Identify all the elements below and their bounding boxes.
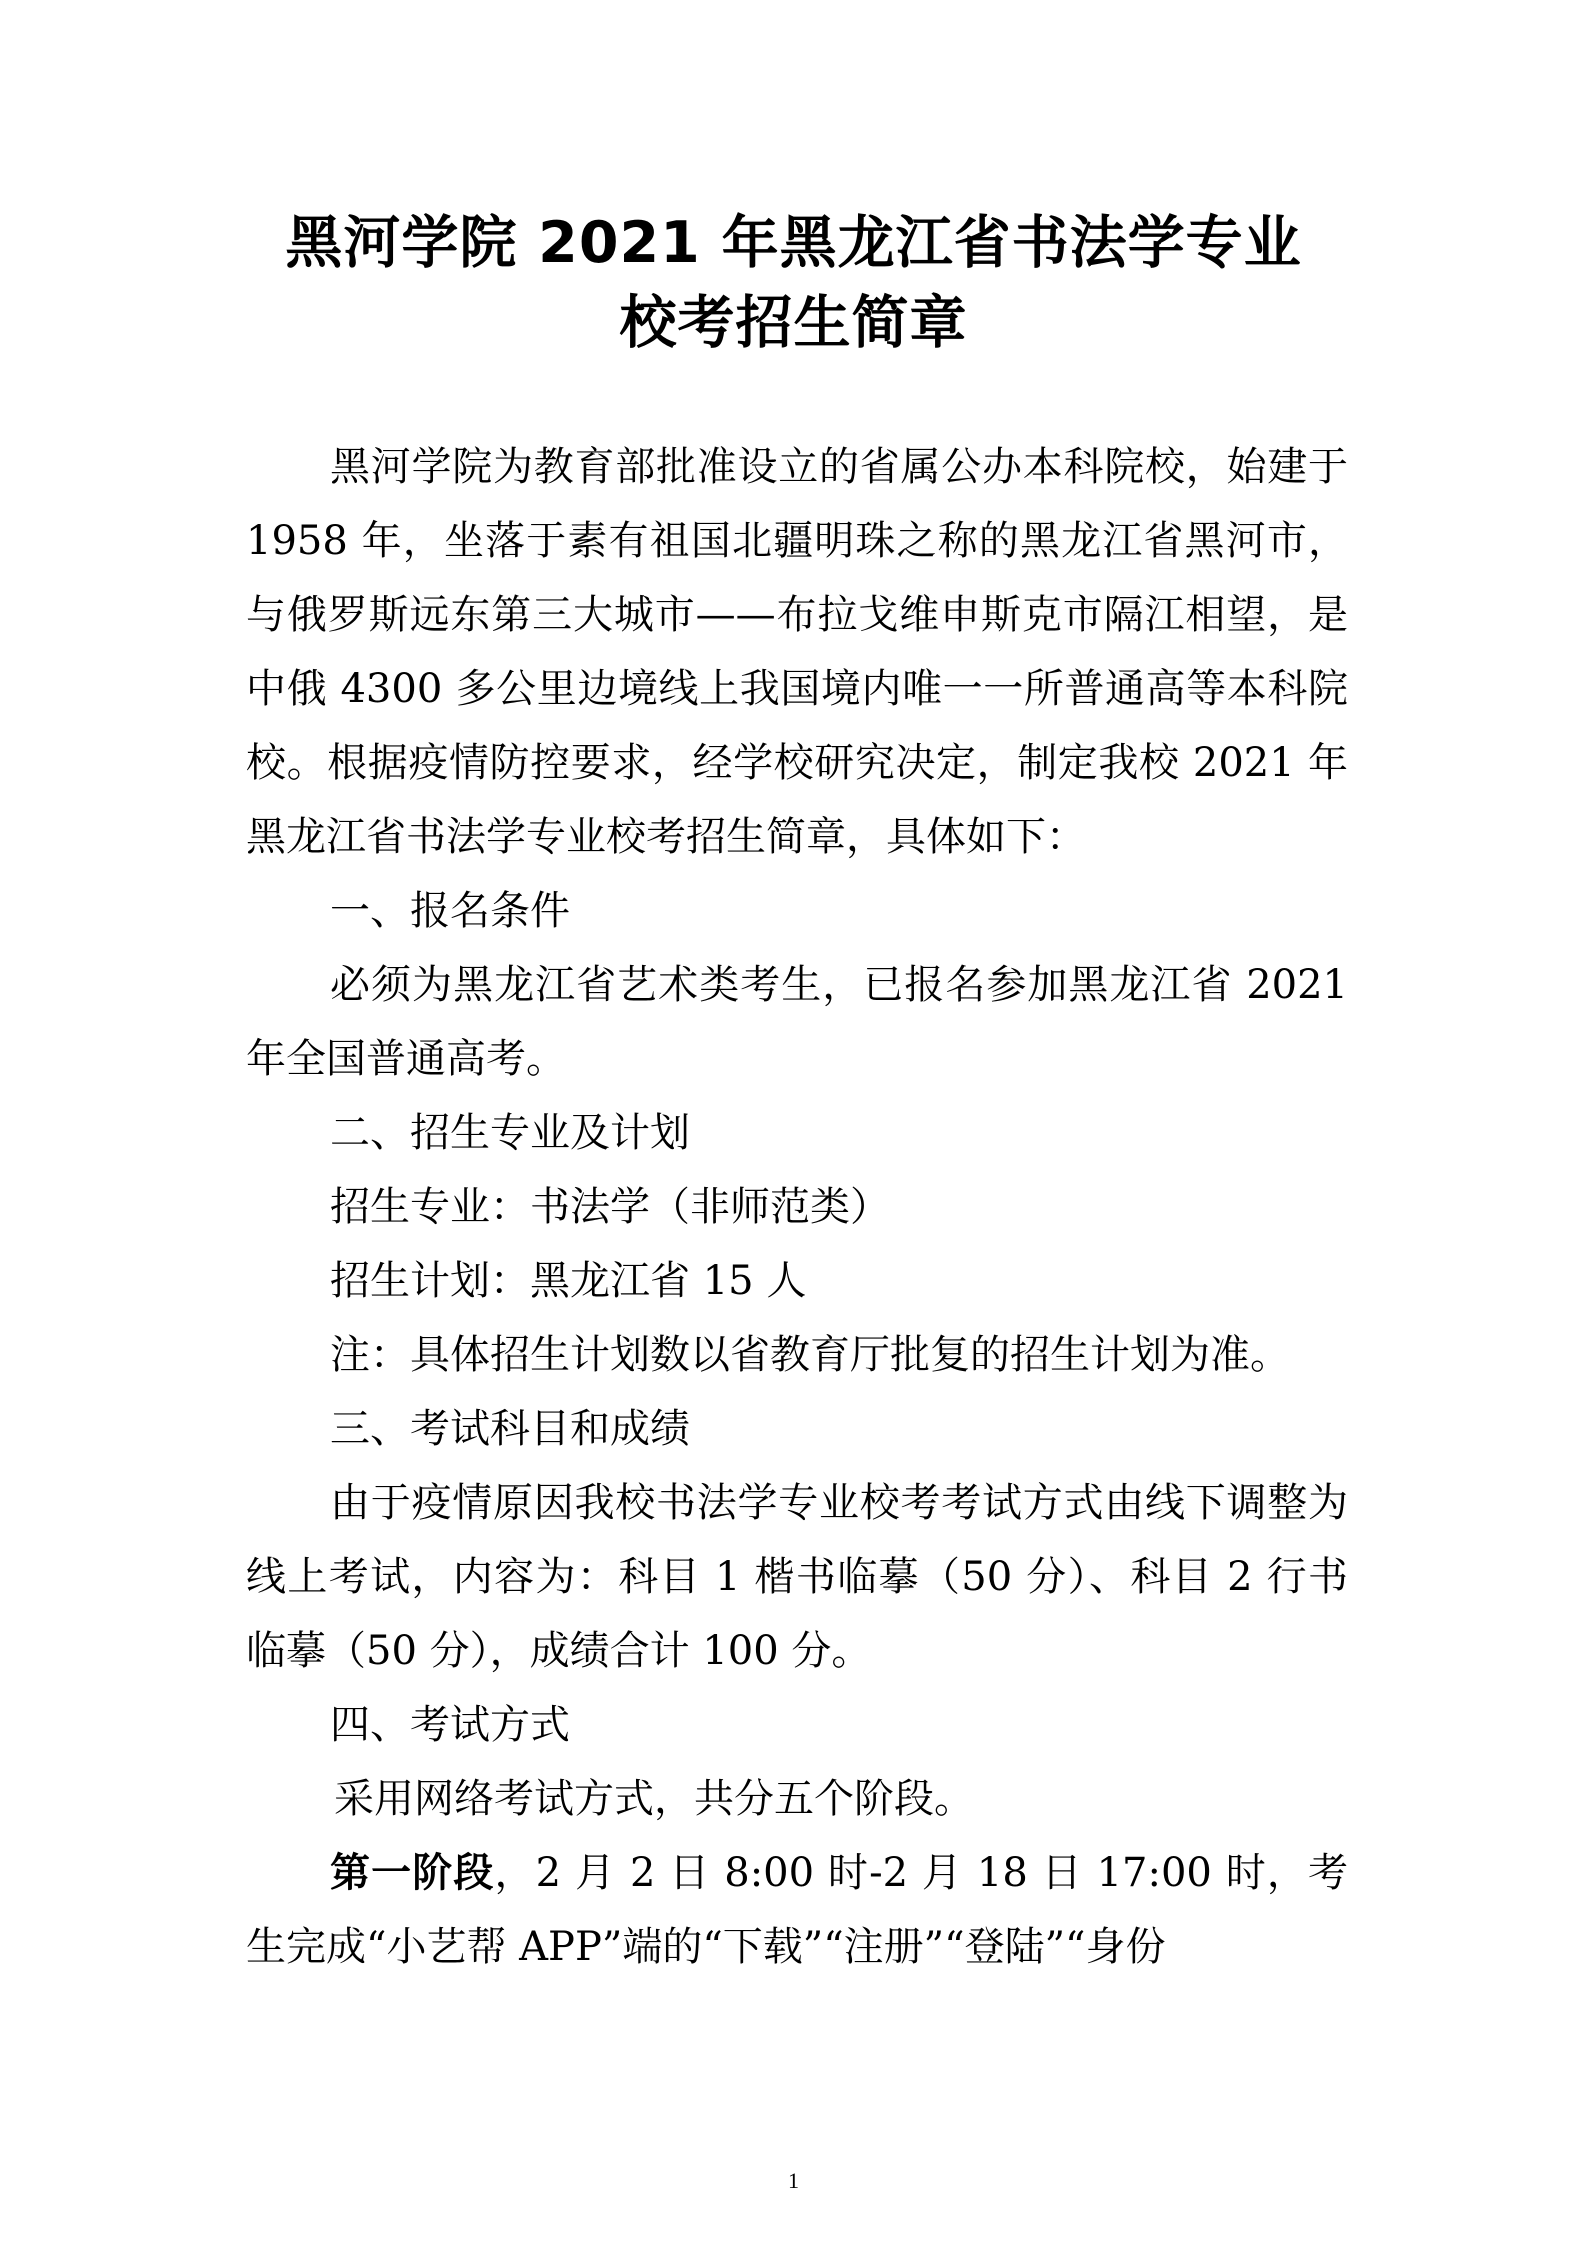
- section-heading-subjects: 三、考试科目和成绩: [330, 1406, 690, 1452]
- plan-line: 招生计划：黑龙江省 15 人: [330, 1258, 807, 1304]
- plan-note: 注：具体招生计划数以省教育厅批复的招生计划为准。: [330, 1332, 1290, 1378]
- registration-paragraph: 必须为黑龙江省艺术类考生，已报名参加黑龙江省 2021 年全国普通高考。: [246, 962, 1348, 1082]
- stage-one-label: 第一阶段: [330, 1850, 495, 1896]
- page-number: 1: [788, 2168, 799, 2193]
- section-heading-exam-method: 四、考试方式: [330, 1702, 570, 1748]
- stage-one-text: ，2 月 2 日 8:00 时-2 月 18 日 17:00 时，考生完成“小艺帮 APP”端的“下载”“注册”“登陆”“身份: [246, 1850, 1348, 1970]
- document-body: [246, 430, 1348, 1984]
- document-title-line-1: 黑河学院 2021 年黑龙江省书法学专业: [285, 210, 1302, 276]
- section-heading-major-plan: 二、招生专业及计划: [330, 1110, 690, 1156]
- subjects-paragraph: 由于疫情原因我校书法学专业校考考试方式由线下调整为线上考试，内容为：科目 1 楷书临摹（50 分）、科目 2 行书临摹（50 分），成绩合计 100 分。: [246, 1480, 1348, 1674]
- exam-method-paragraph: 采用网络考试方式，共分五个阶段。: [334, 1776, 974, 1822]
- document-title-line-2: 校考招生简章: [619, 290, 968, 356]
- intro-paragraph: 黑河学院为教育部批准设立的省属公办本科院校，始建于 1958 年，坐落于素有祖国北疆明珠之称的黑龙江省黑河市，与俄罗斯远东第三大城市——布拉戈维申斯克市隔江相望，是中俄 4300 多公里边境线上我国境内唯一一所普通高等本科院校。根据疫情防控要求，经学校研究决定，制定我校 2021 年黑龙江省书法学专业校考招生简章，具体如下：: [246, 444, 1348, 860]
- stage-one-paragraph: [246, 1836, 1348, 1984]
- major-line: 招生专业：书法学（非师范类）: [330, 1184, 890, 1230]
- section-heading-registration: 一、报名条件: [330, 888, 570, 934]
